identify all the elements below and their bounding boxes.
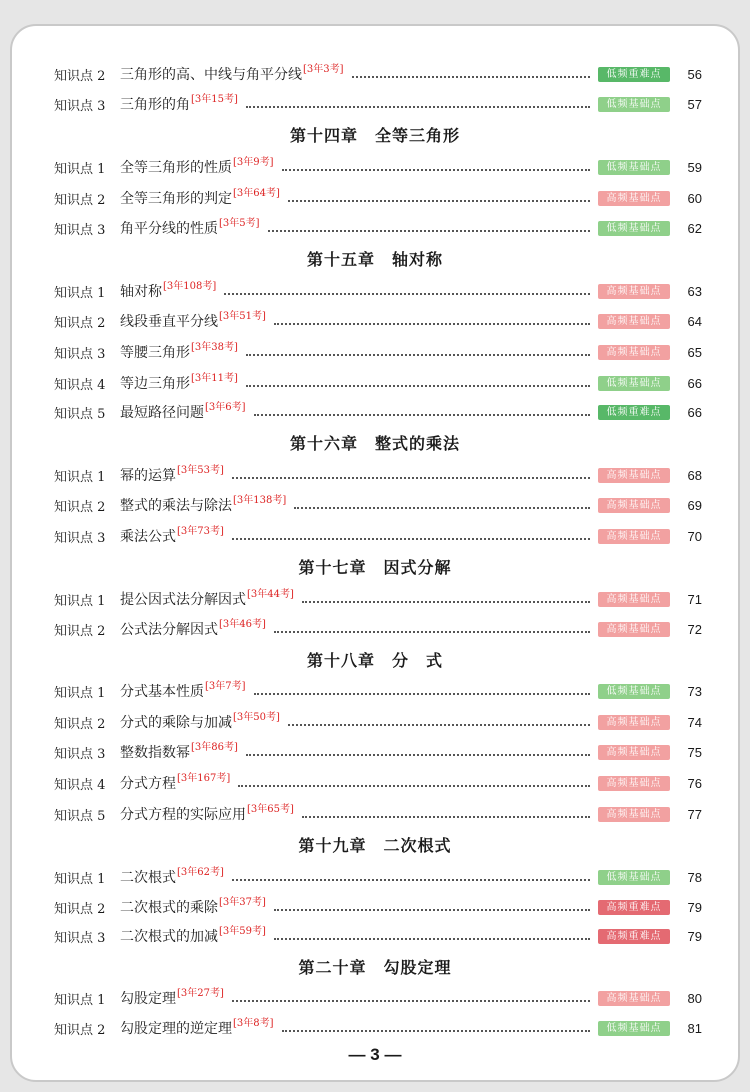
page-number-ref: 80: [687, 990, 702, 1006]
chapter-heading: 第十九章 二次根式: [298, 836, 452, 855]
toc-entry[interactable]: [54, 896, 702, 918]
toc-entry[interactable]: [54, 588, 702, 610]
entry-title: 幂的运算: [120, 468, 176, 484]
entry-title: 角平分线的性质: [120, 221, 218, 237]
knowledge-point-label: 知识点 2: [54, 315, 106, 331]
exam-frequency-tag: [3年86考]: [191, 741, 238, 753]
entry-title: 三角形的角: [120, 97, 190, 113]
difficulty-badge: 高频基础点: [598, 592, 670, 607]
knowledge-point-label: 知识点 3: [54, 746, 106, 762]
toc-entry[interactable]: [54, 525, 702, 547]
entry-title: 全等三角形的判定: [120, 191, 232, 207]
difficulty-badge: 低频基础点: [598, 376, 670, 391]
toc-entry[interactable]: [54, 464, 702, 486]
page-number-ref: 81: [687, 1020, 702, 1036]
toc-entry[interactable]: [54, 280, 702, 302]
exam-frequency-tag: [3年15考]: [191, 93, 238, 105]
difficulty-badge: 高频基础点: [598, 622, 670, 637]
entry-title: 三角形的高、中线与角平分线: [120, 67, 302, 83]
dot-leader: [274, 909, 590, 911]
page-number-ref: 77: [687, 806, 702, 822]
toc-entry[interactable]: [54, 63, 702, 85]
knowledge-point-label: 知识点 1: [54, 992, 106, 1008]
knowledge-point-label: 知识点 1: [54, 469, 106, 485]
exam-frequency-tag: [3年8考]: [233, 1017, 274, 1029]
entry-title: 乘法公式: [120, 529, 176, 545]
exam-frequency-tag: [3年44考]: [247, 588, 294, 600]
difficulty-badge: 高频基础点: [598, 807, 670, 822]
page-number-ref: 57: [687, 96, 702, 112]
toc-entry[interactable]: [54, 987, 702, 1009]
knowledge-point-label: 知识点 1: [54, 871, 106, 887]
difficulty-badge: 低频基础点: [598, 870, 670, 885]
difficulty-badge: 高频基础点: [598, 498, 670, 513]
chapter-heading: 第十八章 分 式: [306, 651, 443, 670]
dot-leader: [302, 601, 590, 603]
dot-leader: [288, 200, 590, 202]
exam-frequency-tag: [3年138考]: [233, 494, 287, 506]
difficulty-badge: 低频基础点: [598, 221, 670, 236]
exam-frequency-tag: [3年167考]: [177, 772, 231, 784]
exam-frequency-tag: [3年50考]: [233, 711, 280, 723]
dot-leader: [232, 879, 590, 881]
knowledge-point-label: 知识点 3: [54, 930, 106, 946]
page-number-ref: 72: [687, 621, 702, 637]
entry-title: 轴对称: [120, 284, 162, 300]
entry-title: 分式方程的实际应用: [120, 807, 246, 823]
knowledge-point-label: 知识点 1: [54, 593, 106, 609]
dot-leader: [274, 323, 590, 325]
knowledge-point-label: 知识点 2: [54, 499, 106, 515]
entry-title: 分式基本性质: [120, 684, 204, 700]
toc-entry[interactable]: [54, 401, 702, 423]
difficulty-badge: 高频基础点: [598, 715, 670, 730]
exam-frequency-tag: [3年7考]: [205, 680, 246, 692]
entry-title: 二次根式: [120, 870, 176, 886]
chapter-heading: 第十四章 全等三角形: [289, 126, 460, 145]
knowledge-point-label: 知识点 4: [54, 777, 106, 793]
dot-leader: [246, 354, 590, 356]
chapter-heading: 第十五章 轴对称: [306, 250, 443, 269]
toc-entry[interactable]: [54, 711, 702, 733]
page-number-ref: 76: [687, 775, 702, 791]
toc-entry[interactable]: [54, 741, 702, 763]
chapter-heading: 第十七章 因式分解: [298, 558, 452, 577]
difficulty-badge: 高频基础点: [598, 314, 670, 329]
knowledge-point-label: 知识点 3: [54, 222, 106, 238]
dot-leader: [294, 507, 590, 509]
entry-title: 二次根式的加减: [120, 929, 218, 945]
knowledge-point-label: 知识点 5: [54, 406, 106, 422]
dot-leader: [274, 938, 590, 940]
knowledge-point-label: 知识点 2: [54, 192, 106, 208]
knowledge-point-label: 知识点 1: [54, 685, 106, 701]
page-number-ref: 78: [687, 869, 702, 885]
difficulty-badge: 高频基础点: [598, 468, 670, 483]
difficulty-badge: 低频重难点: [598, 405, 670, 420]
exam-frequency-tag: [3年38考]: [191, 341, 238, 353]
exam-frequency-tag: [3年65考]: [247, 803, 294, 815]
exam-frequency-tag: [3年73考]: [177, 525, 224, 537]
page-number-ref: 74: [687, 714, 702, 730]
page-number-ref: 66: [687, 404, 702, 420]
toc-entry[interactable]: [54, 310, 702, 332]
dot-leader: [274, 631, 590, 633]
page-number-ref: 59: [687, 159, 702, 175]
page-number-ref: 62: [687, 220, 702, 236]
knowledge-point-label: 知识点 2: [54, 716, 106, 732]
difficulty-badge: 高频基础点: [598, 191, 670, 206]
exam-frequency-tag: [3年3考]: [303, 63, 344, 75]
entry-title: 分式的乘除与加减: [120, 715, 232, 731]
page-number-ref: 60: [687, 190, 702, 206]
dot-leader: [282, 1030, 590, 1032]
difficulty-badge: 高频基础点: [598, 776, 670, 791]
dot-leader: [232, 538, 590, 540]
toc-entry[interactable]: [54, 925, 702, 947]
entry-title: 分式方程: [120, 776, 176, 792]
entry-title: 二次根式的乘除: [120, 900, 218, 916]
dot-leader: [246, 106, 590, 108]
knowledge-point-label: 知识点 2: [54, 68, 106, 84]
difficulty-badge: 高频重难点: [598, 900, 670, 915]
entry-title: 整式的乘法与除法: [120, 498, 232, 514]
page-number-ref: 79: [687, 899, 702, 915]
chapter-heading: 第二十章 勾股定理: [298, 958, 452, 977]
dot-leader: [232, 477, 590, 479]
toc-entry[interactable]: [54, 93, 702, 115]
chapter-heading: 第十六章 整式的乘法: [289, 434, 460, 453]
exam-frequency-tag: [3年37考]: [219, 896, 266, 908]
difficulty-badge: 低频重难点: [598, 67, 670, 82]
dot-leader: [352, 76, 590, 78]
toc-entry[interactable]: [54, 187, 702, 209]
entry-title: 线段垂直平分线: [120, 314, 218, 330]
knowledge-point-label: 知识点 3: [54, 98, 106, 114]
toc-entry[interactable]: [54, 372, 702, 394]
entry-title: 整数指数幂: [120, 745, 190, 761]
page-number-ref: 64: [687, 313, 702, 329]
entry-title: 勾股定理: [120, 991, 176, 1007]
knowledge-point-label: 知识点 4: [54, 377, 106, 393]
exam-frequency-tag: [3年46考]: [219, 618, 266, 630]
dot-leader: [246, 754, 590, 756]
knowledge-point-label: 知识点 2: [54, 1022, 106, 1038]
page-number-ref: 75: [687, 744, 702, 760]
exam-frequency-tag: [3年51考]: [219, 310, 266, 322]
exam-frequency-tag: [3年5考]: [219, 217, 260, 229]
toc-entry[interactable]: [54, 341, 702, 363]
knowledge-point-label: 知识点 2: [54, 623, 106, 639]
exam-frequency-tag: [3年62考]: [177, 866, 224, 878]
exam-frequency-tag: [3年6考]: [205, 401, 246, 413]
page-number-ref: 70: [687, 528, 702, 544]
toc-entry[interactable]: [54, 494, 702, 516]
difficulty-badge: 低频基础点: [598, 1021, 670, 1036]
dot-leader: [282, 169, 590, 171]
exam-frequency-tag: [3年59考]: [219, 925, 266, 937]
difficulty-badge: 高频基础点: [598, 991, 670, 1006]
exam-frequency-tag: [3年11考]: [191, 372, 238, 384]
toc-entry[interactable]: [54, 156, 702, 178]
dot-leader: [254, 693, 590, 695]
page-number-ref: 79: [687, 928, 702, 944]
page-number-ref: 63: [687, 283, 702, 299]
dot-leader: [246, 385, 590, 387]
page-number-ref: 71: [687, 591, 702, 607]
difficulty-badge: 高频基础点: [598, 745, 670, 760]
difficulty-badge: 低频基础点: [598, 684, 670, 699]
dot-leader: [238, 785, 590, 787]
page-number-ref: 65: [687, 344, 702, 360]
toc-entry[interactable]: [54, 1017, 702, 1039]
toc-entry[interactable]: [54, 618, 702, 640]
entry-title: 等腰三角形: [120, 345, 190, 361]
difficulty-badge: 低频基础点: [598, 160, 670, 175]
knowledge-point-label: 知识点 1: [54, 285, 106, 301]
page-number-ref: 73: [687, 683, 702, 699]
difficulty-badge: 高频基础点: [598, 529, 670, 544]
difficulty-badge: 高频基础点: [598, 345, 670, 360]
dot-leader: [254, 414, 590, 416]
toc-entry[interactable]: [54, 772, 702, 794]
toc-entry[interactable]: [54, 866, 702, 888]
difficulty-badge: 高频重难点: [598, 929, 670, 944]
difficulty-badge: 高频基础点: [598, 284, 670, 299]
difficulty-badge: 低频基础点: [598, 97, 670, 112]
page-number-ref: 66: [687, 375, 702, 391]
knowledge-point-label: 知识点 3: [54, 530, 106, 546]
toc-entry[interactable]: [54, 803, 702, 825]
exam-frequency-tag: [3年53考]: [177, 464, 224, 476]
page-number-ref: 68: [687, 467, 702, 483]
dot-leader: [268, 230, 590, 232]
entry-title: 全等三角形的性质: [120, 160, 232, 176]
entry-title: 等边三角形: [120, 376, 190, 392]
entry-title: 公式法分解因式: [120, 622, 218, 638]
dot-leader: [302, 816, 590, 818]
knowledge-point-label: 知识点 5: [54, 808, 106, 824]
page-number-ref: 69: [687, 497, 702, 513]
entry-title: 勾股定理的逆定理: [120, 1021, 232, 1037]
dot-leader: [232, 1000, 590, 1002]
dot-leader: [224, 293, 590, 295]
page-card: [10, 24, 740, 1082]
entry-title: 最短路径问题: [120, 405, 204, 421]
exam-frequency-tag: [3年108考]: [163, 280, 217, 292]
page-number-ref: 56: [687, 66, 702, 82]
knowledge-point-label: 知识点 2: [54, 901, 106, 917]
page-number: — 3 —: [348, 1045, 402, 1064]
entry-title: 提公因式法分解因式: [120, 592, 246, 608]
dot-leader: [288, 724, 590, 726]
knowledge-point-label: 知识点 1: [54, 161, 106, 177]
toc-entry[interactable]: [54, 680, 702, 702]
toc-entry[interactable]: [54, 217, 702, 239]
exam-frequency-tag: [3年27考]: [177, 987, 224, 999]
exam-frequency-tag: [3年64考]: [233, 187, 280, 199]
exam-frequency-tag: [3年9考]: [233, 156, 274, 168]
knowledge-point-label: 知识点 3: [54, 346, 106, 362]
